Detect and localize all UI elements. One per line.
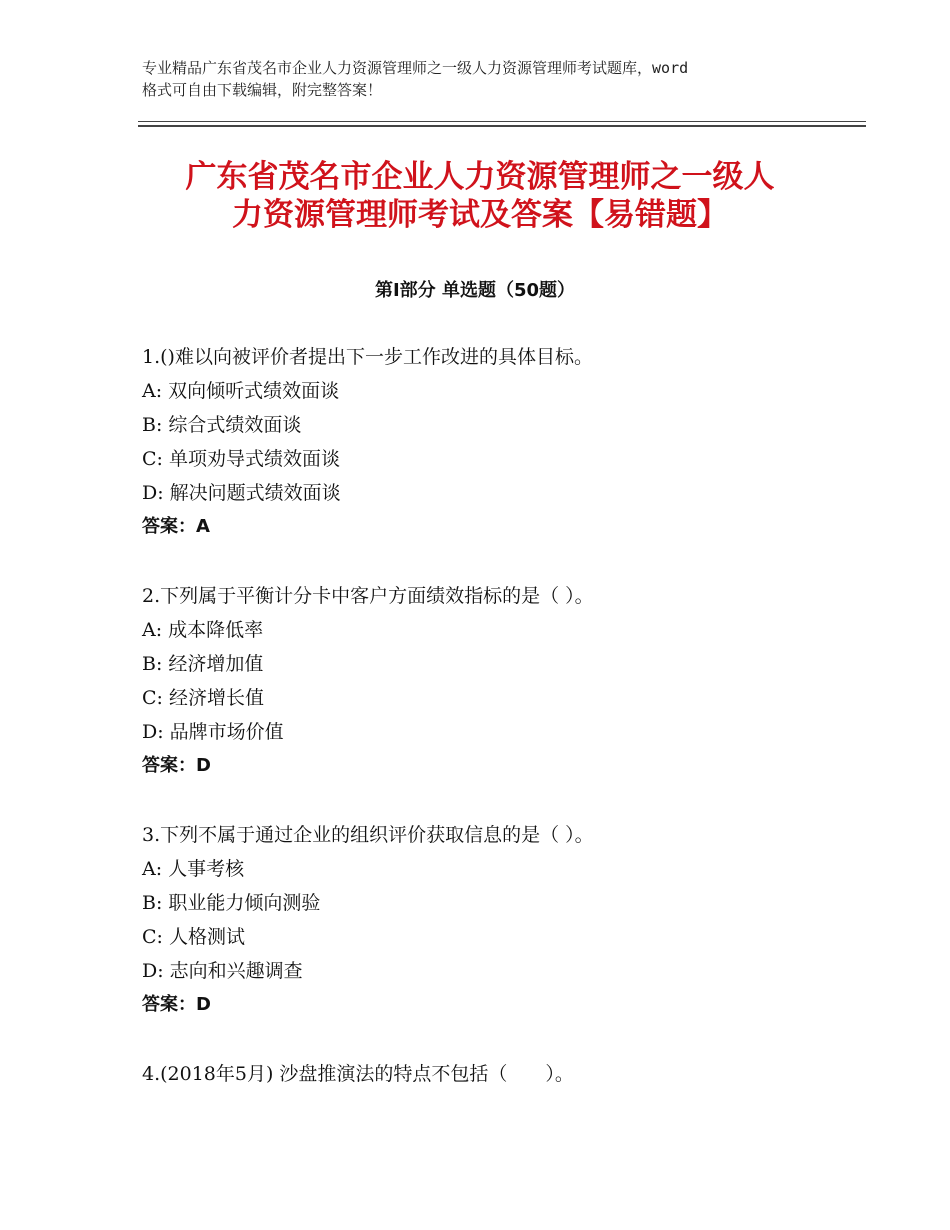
header-note — [142, 57, 832, 101]
section-heading: 第Ⅰ部分 单选题（50题） — [374, 280, 575, 301]
question-3 — [142, 818, 842, 1022]
answer: 答案：A — [142, 516, 210, 537]
question-4 — [142, 1057, 842, 1091]
option-c: C: 单项劝导式绩效面谈 — [142, 448, 340, 470]
option-b: B: 经济增加值 — [142, 653, 264, 675]
document-title-line-2: 力资源管理师考试及答案【易错题】 — [232, 197, 728, 233]
question-stem: 3.下列不属于通过企业的组织评价获取信息的是（ ）。 — [142, 824, 594, 846]
question-stem: 2.下列属于平衡计分卡中客户方面绩效指标的是（ ）。 — [142, 585, 594, 607]
answer: 答案：D — [142, 755, 211, 776]
question-stem: 1.()难以向被评价者提出下一步工作改进的具体目标。 — [142, 346, 593, 368]
option-a: A: 人事考核 — [142, 858, 245, 880]
option-b: B: 职业能力倾向测验 — [142, 892, 321, 914]
option-c: C: 经济增长值 — [142, 687, 264, 709]
answer: 答案：D — [142, 994, 211, 1015]
document-title-line-1: 广东省茂名市企业人力资源管理师之一级人 — [185, 159, 775, 195]
question-2 — [142, 579, 842, 783]
header-note-line-2: 格式可自由下载编辑，附完整答案！ — [142, 81, 383, 99]
option-a: A: 双向倾听式绩效面谈 — [142, 380, 340, 402]
document-title — [130, 158, 830, 234]
option-d: D: 志向和兴趣调查 — [142, 960, 303, 982]
header-divider — [138, 121, 866, 122]
header-note-line-1: 专业精品广东省茂名市企业人力资源管理师之一级人力资源管理师考试题库，word — [142, 59, 689, 77]
option-a: A: 成本降低率 — [142, 619, 264, 641]
option-d: D: 品牌市场价值 — [142, 721, 284, 743]
question-stem: 4.(2018年5月) 沙盘推演法的特点不包括（ ）。 — [142, 1063, 574, 1085]
header-divider-thick — [138, 125, 866, 127]
option-c: C: 人格测试 — [142, 926, 245, 948]
option-b: B: 综合式绩效面谈 — [142, 414, 302, 436]
question-1 — [142, 340, 842, 544]
option-d: D: 解决问题式绩效面谈 — [142, 482, 341, 504]
